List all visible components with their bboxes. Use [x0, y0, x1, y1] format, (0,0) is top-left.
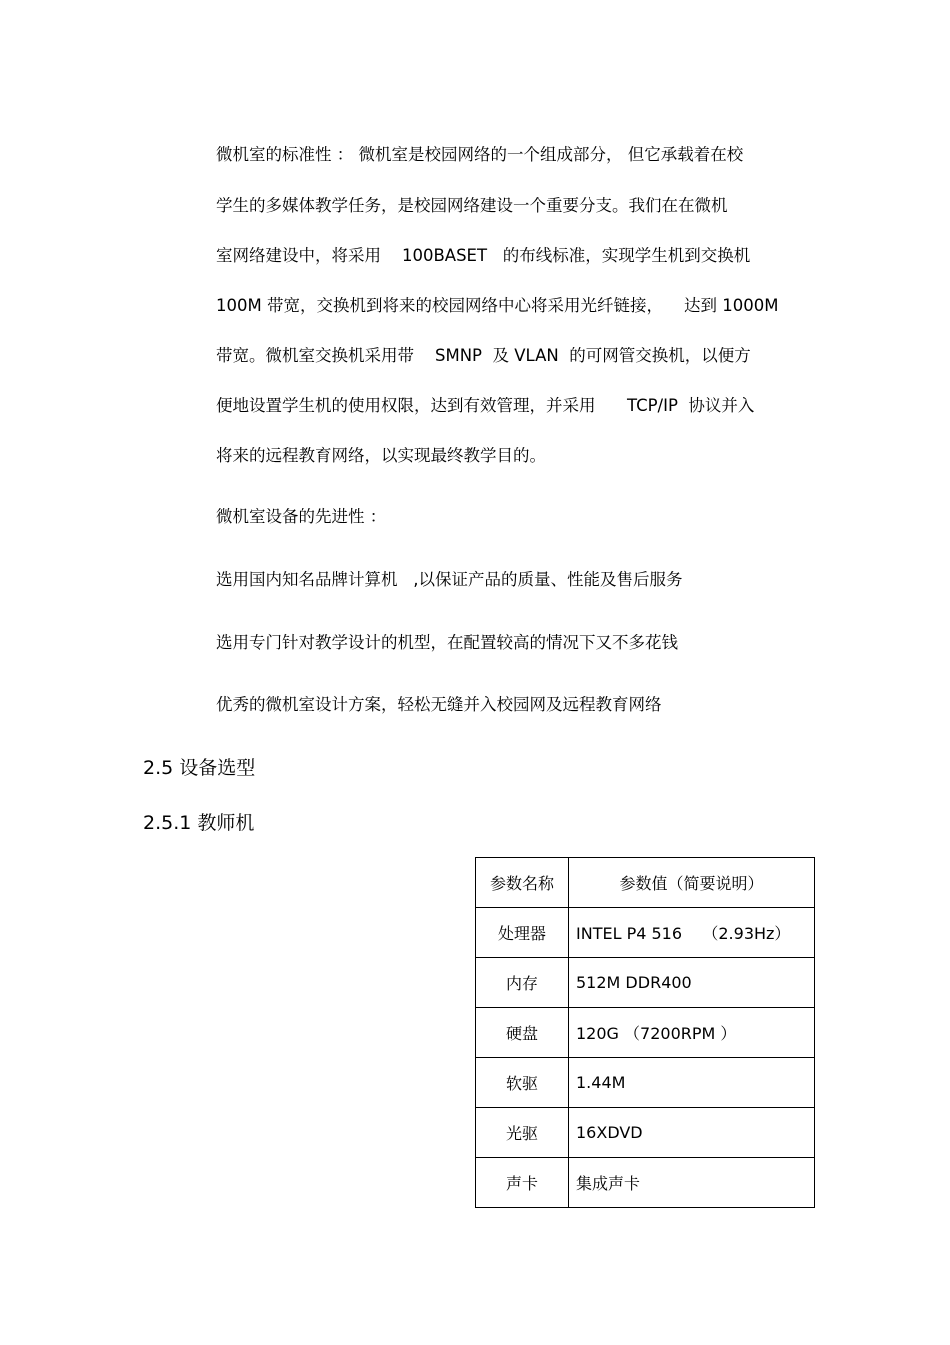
table-row	[476, 1008, 815, 1058]
param-value-cell: 120G （7200RPM ）	[569, 1008, 815, 1058]
list-item: 选用国内知名品牌计算机 ,以保证产品的质量、性能及售后服务	[216, 570, 683, 589]
teacher-pc-spec-table	[475, 857, 815, 1208]
header-param-value: 参数值（简要说明）	[569, 858, 815, 908]
paragraph-line: 带宽。微机室交换机采用带 SMNP 及 VLAN 的可网管交换机，以便方	[216, 346, 751, 365]
param-name-cell: 硬盘	[476, 1008, 569, 1058]
table-row	[476, 1158, 815, 1208]
table-row	[476, 1058, 815, 1108]
paragraph-line: 100M 带宽，交换机到将来的校园网络中心将采用光纤链接， 达到 1000M	[216, 296, 779, 315]
param-value-cell: 16XDVD	[569, 1108, 815, 1158]
list-item: 优秀的微机室设计方案，轻松无缝并入校园网及远程教育网络	[216, 695, 662, 714]
header-param-name: 参数名称	[476, 858, 569, 908]
param-name-cell: 软驱	[476, 1058, 569, 1108]
param-name-cell: 声卡	[476, 1158, 569, 1208]
advanced-title: 微机室设备的先进性 ：	[216, 507, 387, 526]
paragraph-line: 便地设置学生机的使用权限，达到有效管理，并采用 TCP/IP 协议并入	[216, 396, 755, 415]
param-value-cell: 512M DDR400	[569, 958, 815, 1008]
table-header-row	[476, 858, 815, 908]
param-value-cell: INTEL P4 516 （2.93Hz）	[569, 908, 815, 958]
table-row	[476, 1108, 815, 1158]
paragraph-line: 室网络建设中，将采用 100BASET 的布线标准，实现学生机到交换机	[216, 246, 751, 265]
table-row	[476, 908, 815, 958]
paragraph-line: 微机室的标准性 ： 微机室是校园网络的一个组成部分， 但它承载着在校	[216, 145, 744, 164]
paragraph-line: 将来的远程教育网络，以实现最终教学目的。	[216, 446, 546, 465]
param-name-cell: 内存	[476, 958, 569, 1008]
section-heading-2-5-1: 2.5.1 教师机	[143, 812, 255, 834]
param-name-cell: 处理器	[476, 908, 569, 958]
section-heading-2-5: 2.5 设备选型	[143, 757, 256, 779]
paragraph-line: 学生的多媒体教学任务，是校园网络建设一个重要分支。我们在在微机	[216, 196, 728, 215]
table-row	[476, 958, 815, 1008]
list-item: 选用专门针对教学设计的机型，在配置较高的情况下又不多花钱	[216, 633, 678, 652]
param-value-cell: 1.44M	[569, 1058, 815, 1108]
param-name-cell: 光驱	[476, 1108, 569, 1158]
param-value-cell: 集成声卡	[569, 1158, 815, 1208]
